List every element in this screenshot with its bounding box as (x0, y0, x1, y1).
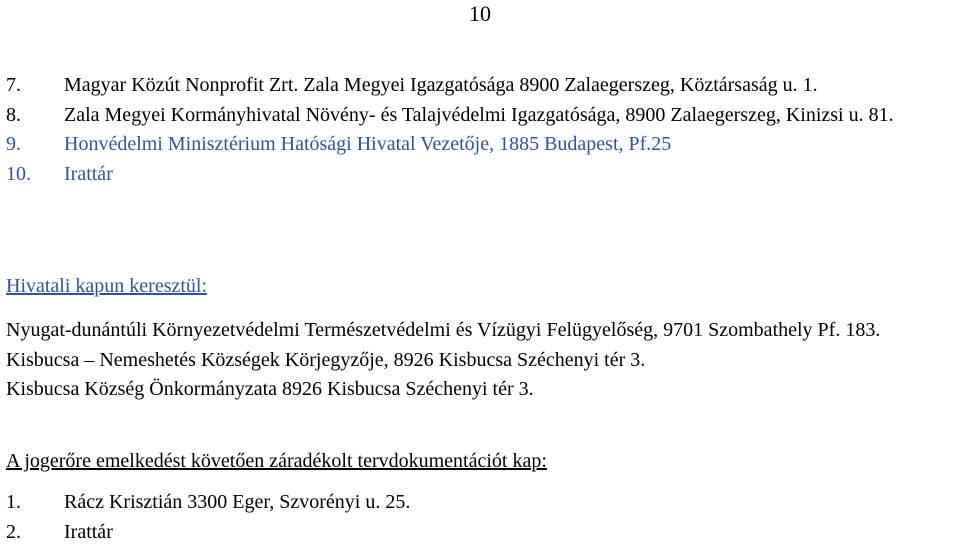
paragraph: Kisbucsa – Nemeshetés Községek Körjegyzője, 8926 Kisbucsa Széchenyi tér 3. (6, 346, 954, 376)
list-item (6, 71, 954, 101)
section-heading: Hivatali kapun keresztül: (6, 272, 954, 302)
page-number: 10 (0, 0, 960, 28)
list-item (6, 518, 954, 547)
list-item (6, 488, 954, 518)
list-item-text: Rácz Krisztián 3300 Eger, Szvorényi u. 25. (64, 491, 410, 513)
list-item (6, 130, 954, 160)
list-item-text: Honvédelmi Minisztérium Hatósági Hivatal Vezetője, 1885 Budapest, Pf.25 (64, 133, 671, 155)
section-hivatali-paragraphs (6, 316, 954, 405)
list-item-number: 10. (6, 160, 31, 190)
list-item-text: Zala Megyei Kormányhivatal Növény- és Talajvédelmi Igazgatósága, 8900 Zalaegerszeg, Kinizsi u. 81. (64, 104, 894, 126)
list-item (6, 101, 954, 131)
list-item-text: Magyar Közút Nonprofit Zrt. Zala Megyei Igazgatósága 8900 Zalaegerszeg, Köztársaság u. 1. (64, 74, 818, 96)
list-item-number: 1. (6, 488, 21, 518)
list-item-number: 2. (6, 518, 21, 547)
list-item-number: 7. (6, 71, 21, 101)
paragraph: Kisbucsa Község Önkormányzata 8926 Kisbucsa Széchenyi tér 3. (6, 375, 954, 405)
section-hivatali-kapu (6, 272, 954, 302)
list-item (6, 160, 954, 190)
paragraph: Nyugat-dunántúli Környezetvédelmi Természetvédelmi és Vízügyi Felügyelőség, 9701 Szombathely Pf. 183. (6, 316, 954, 346)
final-list (6, 488, 954, 547)
list-item-text: Irattár (64, 163, 113, 185)
recipient-list (6, 71, 954, 189)
list-item-text: Irattár (64, 521, 113, 543)
list-item-number: 9. (6, 130, 21, 160)
section-jogero (6, 447, 954, 477)
list-item-number: 8. (6, 101, 21, 131)
section-heading: A jogerőre emelkedést követően záradékolt tervdokumentációt kap: (6, 447, 954, 477)
